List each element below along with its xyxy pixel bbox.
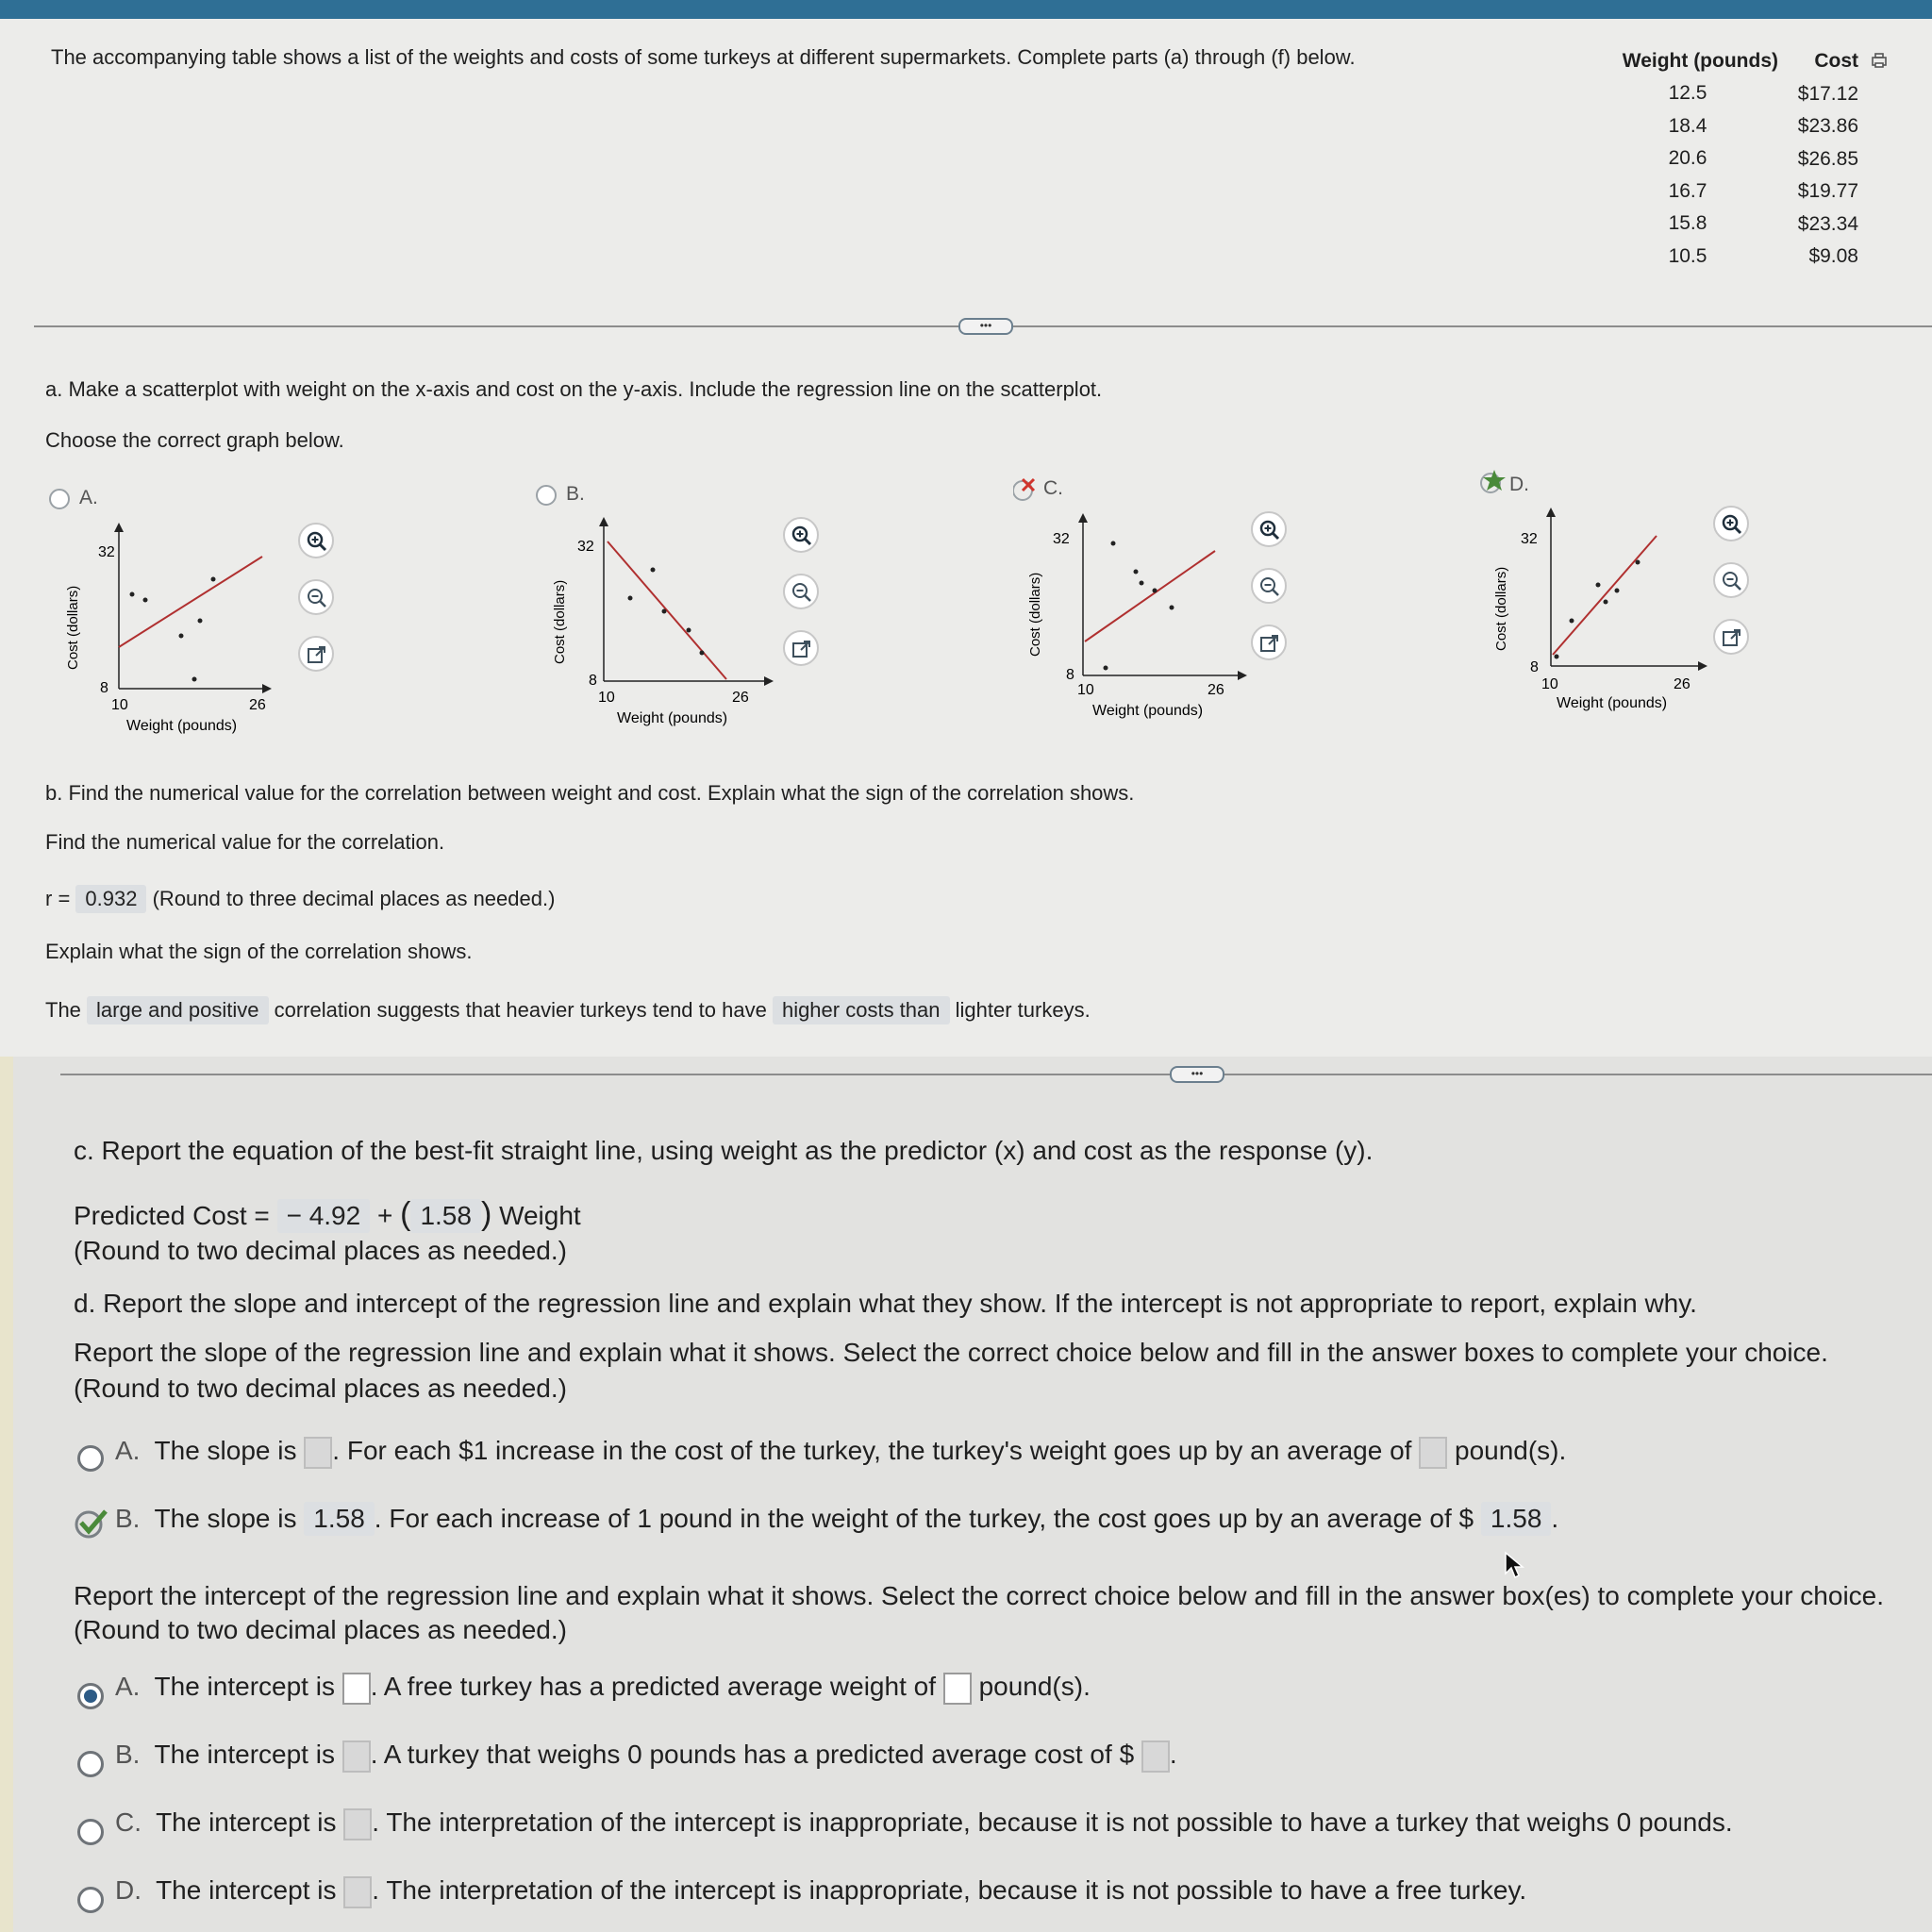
cost-comparison-dropdown[interactable]: higher costs than	[773, 996, 950, 1024]
svg-text:Cost (dollars): Cost (dollars)	[1493, 566, 1509, 651]
part-d-prompt: d. Report the slope and intercept of the regression line and explain what they show. If the intercept is not appropriate to report, explain why.	[74, 1289, 1697, 1318]
table-cell: $26.85	[1797, 147, 1858, 170]
graph-option-d-label[interactable]: D.	[1509, 474, 1529, 495]
more-button[interactable]: •••	[958, 318, 1013, 335]
checkmark-icon	[74, 1506, 111, 1544]
zoom-in-icon[interactable]	[298, 523, 334, 558]
table-cell: 15.8	[1668, 212, 1707, 234]
svg-text:Weight (pounds): Weight (pounds)	[1557, 695, 1668, 711]
table-cell: $19.77	[1797, 180, 1858, 202]
intercept-option-b[interactable]: B. The intercept is . A turkey that weighs 0 pounds has a predicted average cost of $ .	[115, 1740, 1177, 1773]
part-b-find: Find the numerical value for the correlation.	[45, 830, 445, 854]
sentence-start: The	[45, 998, 81, 1022]
cursor-icon	[1504, 1551, 1524, 1584]
graph-b[interactable]	[541, 513, 787, 740]
slope-b-input[interactable]: 1.58	[304, 1502, 375, 1536]
graph-option-a-radio[interactable]	[49, 489, 70, 509]
part-b-prompt: b. Find the numerical value for the correlation between weight and cost. Explain what the sign of the correlation shows.	[45, 781, 1135, 805]
graph-c[interactable]	[1017, 509, 1262, 736]
r-label: r =	[45, 887, 71, 910]
weight-column	[1604, 45, 1778, 78]
graph-a-ytop: 32	[98, 544, 115, 560]
slope-b-cost-input[interactable]: 1.58	[1481, 1502, 1552, 1536]
svg-text:10: 10	[1541, 676, 1558, 692]
svg-text:8: 8	[589, 673, 597, 689]
table-cell: $9.08	[1808, 245, 1858, 267]
equation-rhs: Weight	[499, 1201, 581, 1230]
intercept-option-c[interactable]: C. The intercept is . The interpretation of the intercept is inappropriate, because it is not possible to have a turkey that weighs 0 pounds.	[115, 1807, 1733, 1840]
graph-a-xright: 26	[249, 697, 266, 713]
part-c-prompt: c. Report the equation of the best-fit straight line, using weight as the predictor (x) and cost as the response (y).	[74, 1136, 1374, 1165]
zoom-in-icon[interactable]	[1713, 506, 1749, 541]
print-icon[interactable]	[1870, 51, 1889, 75]
svg-text:32: 32	[1053, 531, 1070, 547]
intercept-option-d-radio[interactable]	[77, 1887, 104, 1913]
r-line	[45, 885, 555, 913]
slope-input[interactable]: 1.58	[410, 1199, 481, 1233]
slope-option-b[interactable]: B. The slope is 1.58 . For each increase of 1 pound in the weight of the turkey, the cost goes up by an average of $ 1.58 .	[115, 1502, 1558, 1536]
slope-a-weight-input[interactable]	[1419, 1437, 1447, 1469]
graph-option-b-label[interactable]: B.	[566, 483, 585, 505]
r-value-input[interactable]: 0.932	[75, 885, 146, 913]
svg-text:32: 32	[1521, 531, 1538, 547]
sentence-end: lighter turkeys.	[955, 998, 1091, 1022]
graph-a-xleft: 10	[111, 697, 128, 713]
intercept-d-input[interactable]	[343, 1876, 372, 1908]
intercept-a-weight-input[interactable]	[943, 1673, 972, 1705]
svg-text:26: 26	[732, 690, 749, 706]
intercept-option-b-radio[interactable]	[77, 1751, 104, 1777]
part-a-instruction: Choose the correct graph below.	[45, 428, 344, 452]
popout-icon[interactable]	[783, 630, 819, 666]
svg-text:10: 10	[1077, 682, 1094, 698]
svg-text:26: 26	[1674, 676, 1690, 692]
table-cell: 16.7	[1668, 179, 1707, 202]
table-cell: $23.34	[1797, 212, 1858, 235]
intercept-instruction: Report the intercept of the regression line and explain what it shows. Select the correct choice below and fill in the answer box(es) to complete your choice.	[74, 1581, 1885, 1610]
intercept-input[interactable]: − 4.92	[277, 1199, 371, 1233]
divider	[60, 1074, 1932, 1075]
top-bar	[0, 0, 1932, 19]
equation-lhs: Predicted Cost =	[74, 1201, 270, 1230]
correlation-sentence	[45, 996, 1091, 1024]
cost-column	[1792, 45, 1858, 274]
graph-a-ylabel: Cost (dollars)	[65, 585, 81, 670]
graph-a-ybottom: 8	[100, 680, 108, 696]
part-c-hint: (Round to two decimal places as needed.)	[74, 1236, 567, 1265]
svg-text:Cost (dollars): Cost (dollars)	[1027, 572, 1043, 657]
slope-hint: (Round to two decimal places as needed.)	[74, 1374, 567, 1403]
r-hint: (Round to three decimal places as needed.)	[152, 887, 556, 910]
intercept-c-input[interactable]	[343, 1808, 372, 1840]
sentence-mid: correlation suggests that heavier turkeys tend to have	[274, 998, 767, 1022]
intro-text: The accompanying table shows a list of the weights and costs of some turkeys at different supermarkets. Complete parts (a) through (f) below.	[51, 45, 1356, 69]
slope-option-a-radio[interactable]	[77, 1445, 104, 1472]
cross-icon	[1013, 475, 1045, 508]
svg-text:Cost (dollars): Cost (dollars)	[552, 579, 568, 664]
table-cell: 20.6	[1668, 147, 1707, 169]
popout-icon[interactable]	[298, 636, 334, 672]
svg-text:Weight (pounds): Weight (pounds)	[1092, 703, 1204, 719]
svg-text:Weight (pounds): Weight (pounds)	[617, 710, 728, 726]
intercept-hint: (Round to two decimal places as needed.)	[74, 1615, 567, 1644]
svg-text:26: 26	[1208, 682, 1224, 698]
svg-text:32: 32	[577, 539, 594, 555]
graph-option-c-label[interactable]: C.	[1043, 477, 1063, 499]
intercept-b-cost-input[interactable]	[1141, 1740, 1170, 1773]
intercept-a-input[interactable]	[342, 1673, 371, 1705]
table-cell: 10.5	[1668, 244, 1707, 267]
graph-a-xlabel: Weight (pounds)	[126, 718, 238, 734]
zoom-out-icon[interactable]	[1251, 568, 1287, 604]
intercept-option-d[interactable]: D. The intercept is . The interpretation of the intercept is inappropriate, because it is not possible to have a free turkey.	[115, 1875, 1526, 1908]
weight-header: Weight (pounds)	[1622, 50, 1778, 72]
question-panel-bottom	[0, 1057, 1932, 1932]
equation-line: Predicted Cost = − 4.92 + ( 1.58 ) Weight	[74, 1196, 581, 1232]
popout-icon[interactable]	[1251, 625, 1287, 660]
zoom-in-icon[interactable]	[1251, 511, 1287, 547]
equation-plus: +	[376, 1201, 393, 1230]
part-a-prompt: a. Make a scatterplot with weight on the x-axis and cost on the y-axis. Include the regression line on the scatterplot.	[45, 377, 1103, 401]
more-button[interactable]: •••	[1170, 1066, 1224, 1083]
table-cell: 12.5	[1668, 82, 1707, 104]
zoom-out-icon[interactable]	[783, 574, 819, 609]
zoom-in-icon[interactable]	[783, 517, 819, 553]
intercept-option-c-radio[interactable]	[77, 1819, 104, 1845]
zoom-out-icon[interactable]	[298, 579, 334, 615]
svg-text:10: 10	[598, 690, 615, 706]
slope-option-a[interactable]: A. The slope is . For each $1 increase in the cost of the turkey, the turkey's weight goes up by an average of pound(s).	[115, 1436, 1566, 1469]
slope-instruction: Report the slope of the regression line and explain what it shows. Select the correct choice below and fill in the answer boxes to complete your choice.	[74, 1338, 1828, 1367]
slope-a-input[interactable]	[304, 1437, 332, 1469]
weight-values	[1660, 77, 1715, 273]
graph-option-b-radio[interactable]	[536, 485, 557, 506]
popout-icon[interactable]	[1713, 619, 1749, 655]
part-b-explain: Explain what the sign of the correlation shows.	[45, 940, 473, 963]
graph-a[interactable]	[57, 519, 283, 745]
zoom-out-icon[interactable]	[1713, 562, 1749, 598]
correlation-dropdown[interactable]: large and positive	[87, 996, 268, 1024]
intercept-b-input[interactable]	[342, 1740, 371, 1773]
svg-text:8: 8	[1530, 659, 1539, 675]
graph-d[interactable]	[1485, 500, 1730, 726]
svg-text:8: 8	[1066, 667, 1074, 683]
cost-header: Cost	[1814, 50, 1858, 72]
graph-option-a-label[interactable]: A.	[79, 487, 98, 508]
table-cell: 18.4	[1668, 114, 1707, 137]
left-strip	[0, 1057, 13, 1932]
intercept-option-a[interactable]: A. The intercept is . A free turkey has a predicted average weight of pound(s).	[115, 1672, 1091, 1705]
intercept-option-a-radio[interactable]	[77, 1683, 104, 1709]
table-cell: $23.86	[1797, 115, 1858, 137]
star-icon	[1479, 468, 1511, 501]
table-cell: $17.12	[1797, 82, 1858, 105]
